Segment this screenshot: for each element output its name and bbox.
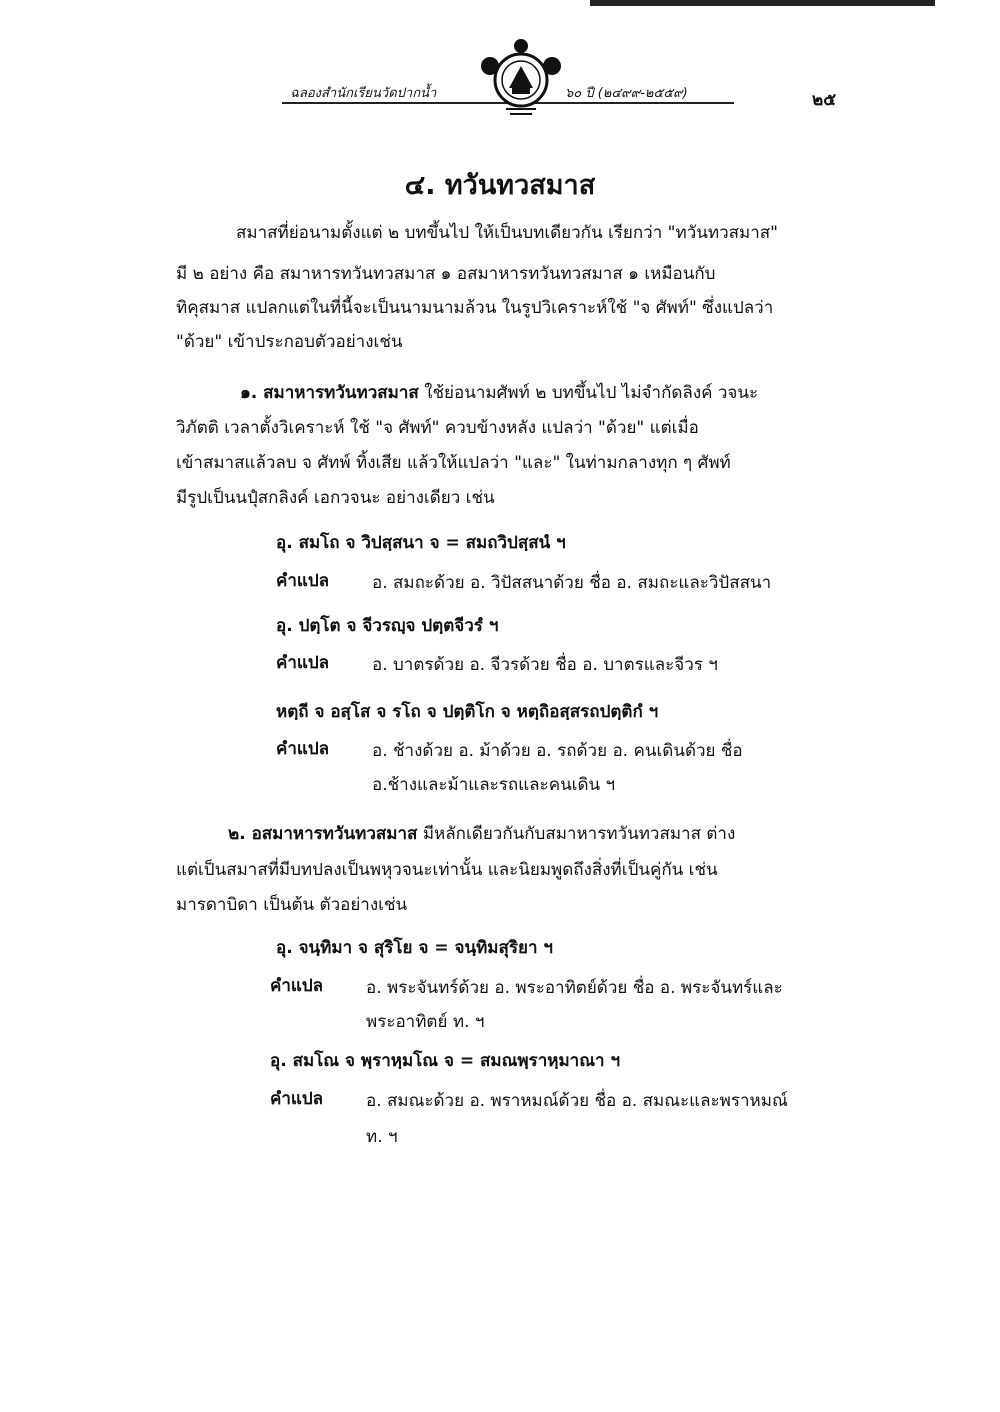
example-pali: อุ. จนฺทิมา จ สุริโย จ = จนฺทิมสุริยา ฯ [276,938,553,958]
section2-first-rest: มีหลักเดียวกันกับสมาหารทวันทวสมาส ต่าง [417,824,736,844]
translation-label: คำแปล [270,976,324,996]
section2-first-line [228,822,735,846]
example-translation-continued: ท. ฯ [366,1127,398,1147]
section2-line-2: แต่เป็นสมาสที่มีบทปลงเป็นพหุวจนะเท่านั้น และนิยมพูดถึงสิ่งที่เป็นคู่กัน เช่น [176,860,718,880]
intro-line-4: "ด้วย" เข้าประกอบตัวอย่างเช่น [176,332,403,352]
translation-label: คำแปล [270,1089,324,1109]
section2-heading: ๒. อสมาหารทวันทวสมาส [228,824,418,844]
section1-line-4: มีรูปเป็นนปุํสกลิงค์ เอกวจนะ อย่างเดียว เช่น [176,488,495,508]
section2-line-3: มารดาบิดา เป็นต้น ตัวอย่างเช่น [176,895,408,915]
example-pali: หตฺถี จ อสฺโส จ รโถ จ ปตฺติโก จ หตฺถิอสฺสรถปตฺติกํ ฯ [276,702,659,722]
section1-first-line [240,381,758,405]
temple-seal-logo-icon [476,38,566,120]
example-translation-continued: พระอาทิตย์ ท. ฯ [366,1012,485,1032]
example-translation: อ. บาตรด้วย อ. จีวรด้วย ชื่อ อ. บาตรและจีวร ฯ [372,655,718,675]
translation-label: คำแปล [276,653,330,673]
section1-line-2: วิภัตติ เวลาตั้งวิเคราะห์ ใช้ "จ ศัพท์" ควบข้างหลัง แปลว่า "ด้วย" แต่เมื่อ [176,418,699,438]
translation-label: คำแปล [276,739,330,759]
page-number: ๒๕ [812,90,837,110]
intro-line-1: สมาสที่ย่อนามตั้งแต่ ๒ บทขึ้นไป ให้เป็นบทเดียวกัน เรียกว่า "ทวันทวสมาส" [236,223,778,243]
example-translation: อ. สมณะด้วย อ. พราหมณ์ด้วย ชื่อ อ. สมณะและพราหมณ์ [366,1091,788,1111]
section1-heading: ๑. สมาหารทวันทวสมาส [240,383,419,403]
intro-line-3: ทิคุสมาส แปลกแต่ในที่นี้จะเป็นนามนามล้วน ในรูปวิเคราะห์ใช้ "จ ศัพท์" ซึ่งแปลว่า [176,298,774,318]
section1-line-3: เข้าสมาสแล้วลบ จ ศัทพ์ ทิ้งเสีย แล้วให้แปลว่า "และ" ในท่ามกลางทุก ๆ ศัพท์ [176,453,731,473]
example-translation: อ. ช้างด้วย อ. ม้าด้วย อ. รถด้วย อ. คนเดินด้วย ชื่อ [372,741,743,761]
example-translation: อ. สมถะด้วย อ. วิปัสสนาด้วย ชื่อ อ. สมถะและวิปัสสนา [372,573,772,593]
running-header-left: ฉลองสำนักเรียนวัดปากน้ำ [290,86,437,101]
example-translation-continued: อ.ช้างและม้าและรถและคนเดิน ฯ [372,775,616,795]
intro-line-2: มี ๒ อย่าง คือ สมาหารทวันทวสมาส ๑ อสมาหารทวันทวสมาส ๑ เหมือนกับ [176,264,716,284]
example-pali: อุ. ปตฺโต จ จีวรญฺจ ปตฺตจีวรํ ฯ [276,616,499,636]
section1-first-rest: ใช้ย่อนามศัพท์ ๒ บทขึ้นไป ไม่จำกัดลิงค์ วจนะ [418,383,759,403]
example-translation: อ. พระจันทร์ด้วย อ. พระอาทิตย์ด้วย ชื่อ อ. พระจันทร์และ [366,978,783,998]
top-border-rule [590,0,935,6]
running-header-anniversary: ๖๐ ปี (๒๔๙๙-๒๕๕๙) [565,86,688,101]
page-title: ๔. ทวันทวสมาส [404,170,596,201]
translation-label: คำแปล [276,571,330,591]
example-pali: อุ. สมโณ จ พฺราหฺมโณ จ = สมณพฺราหฺมาณา ฯ [270,1051,621,1071]
example-pali: อุ. สมโถ จ วิปสฺสนา จ = สมถวิปสฺสนํ ฯ [276,533,566,553]
